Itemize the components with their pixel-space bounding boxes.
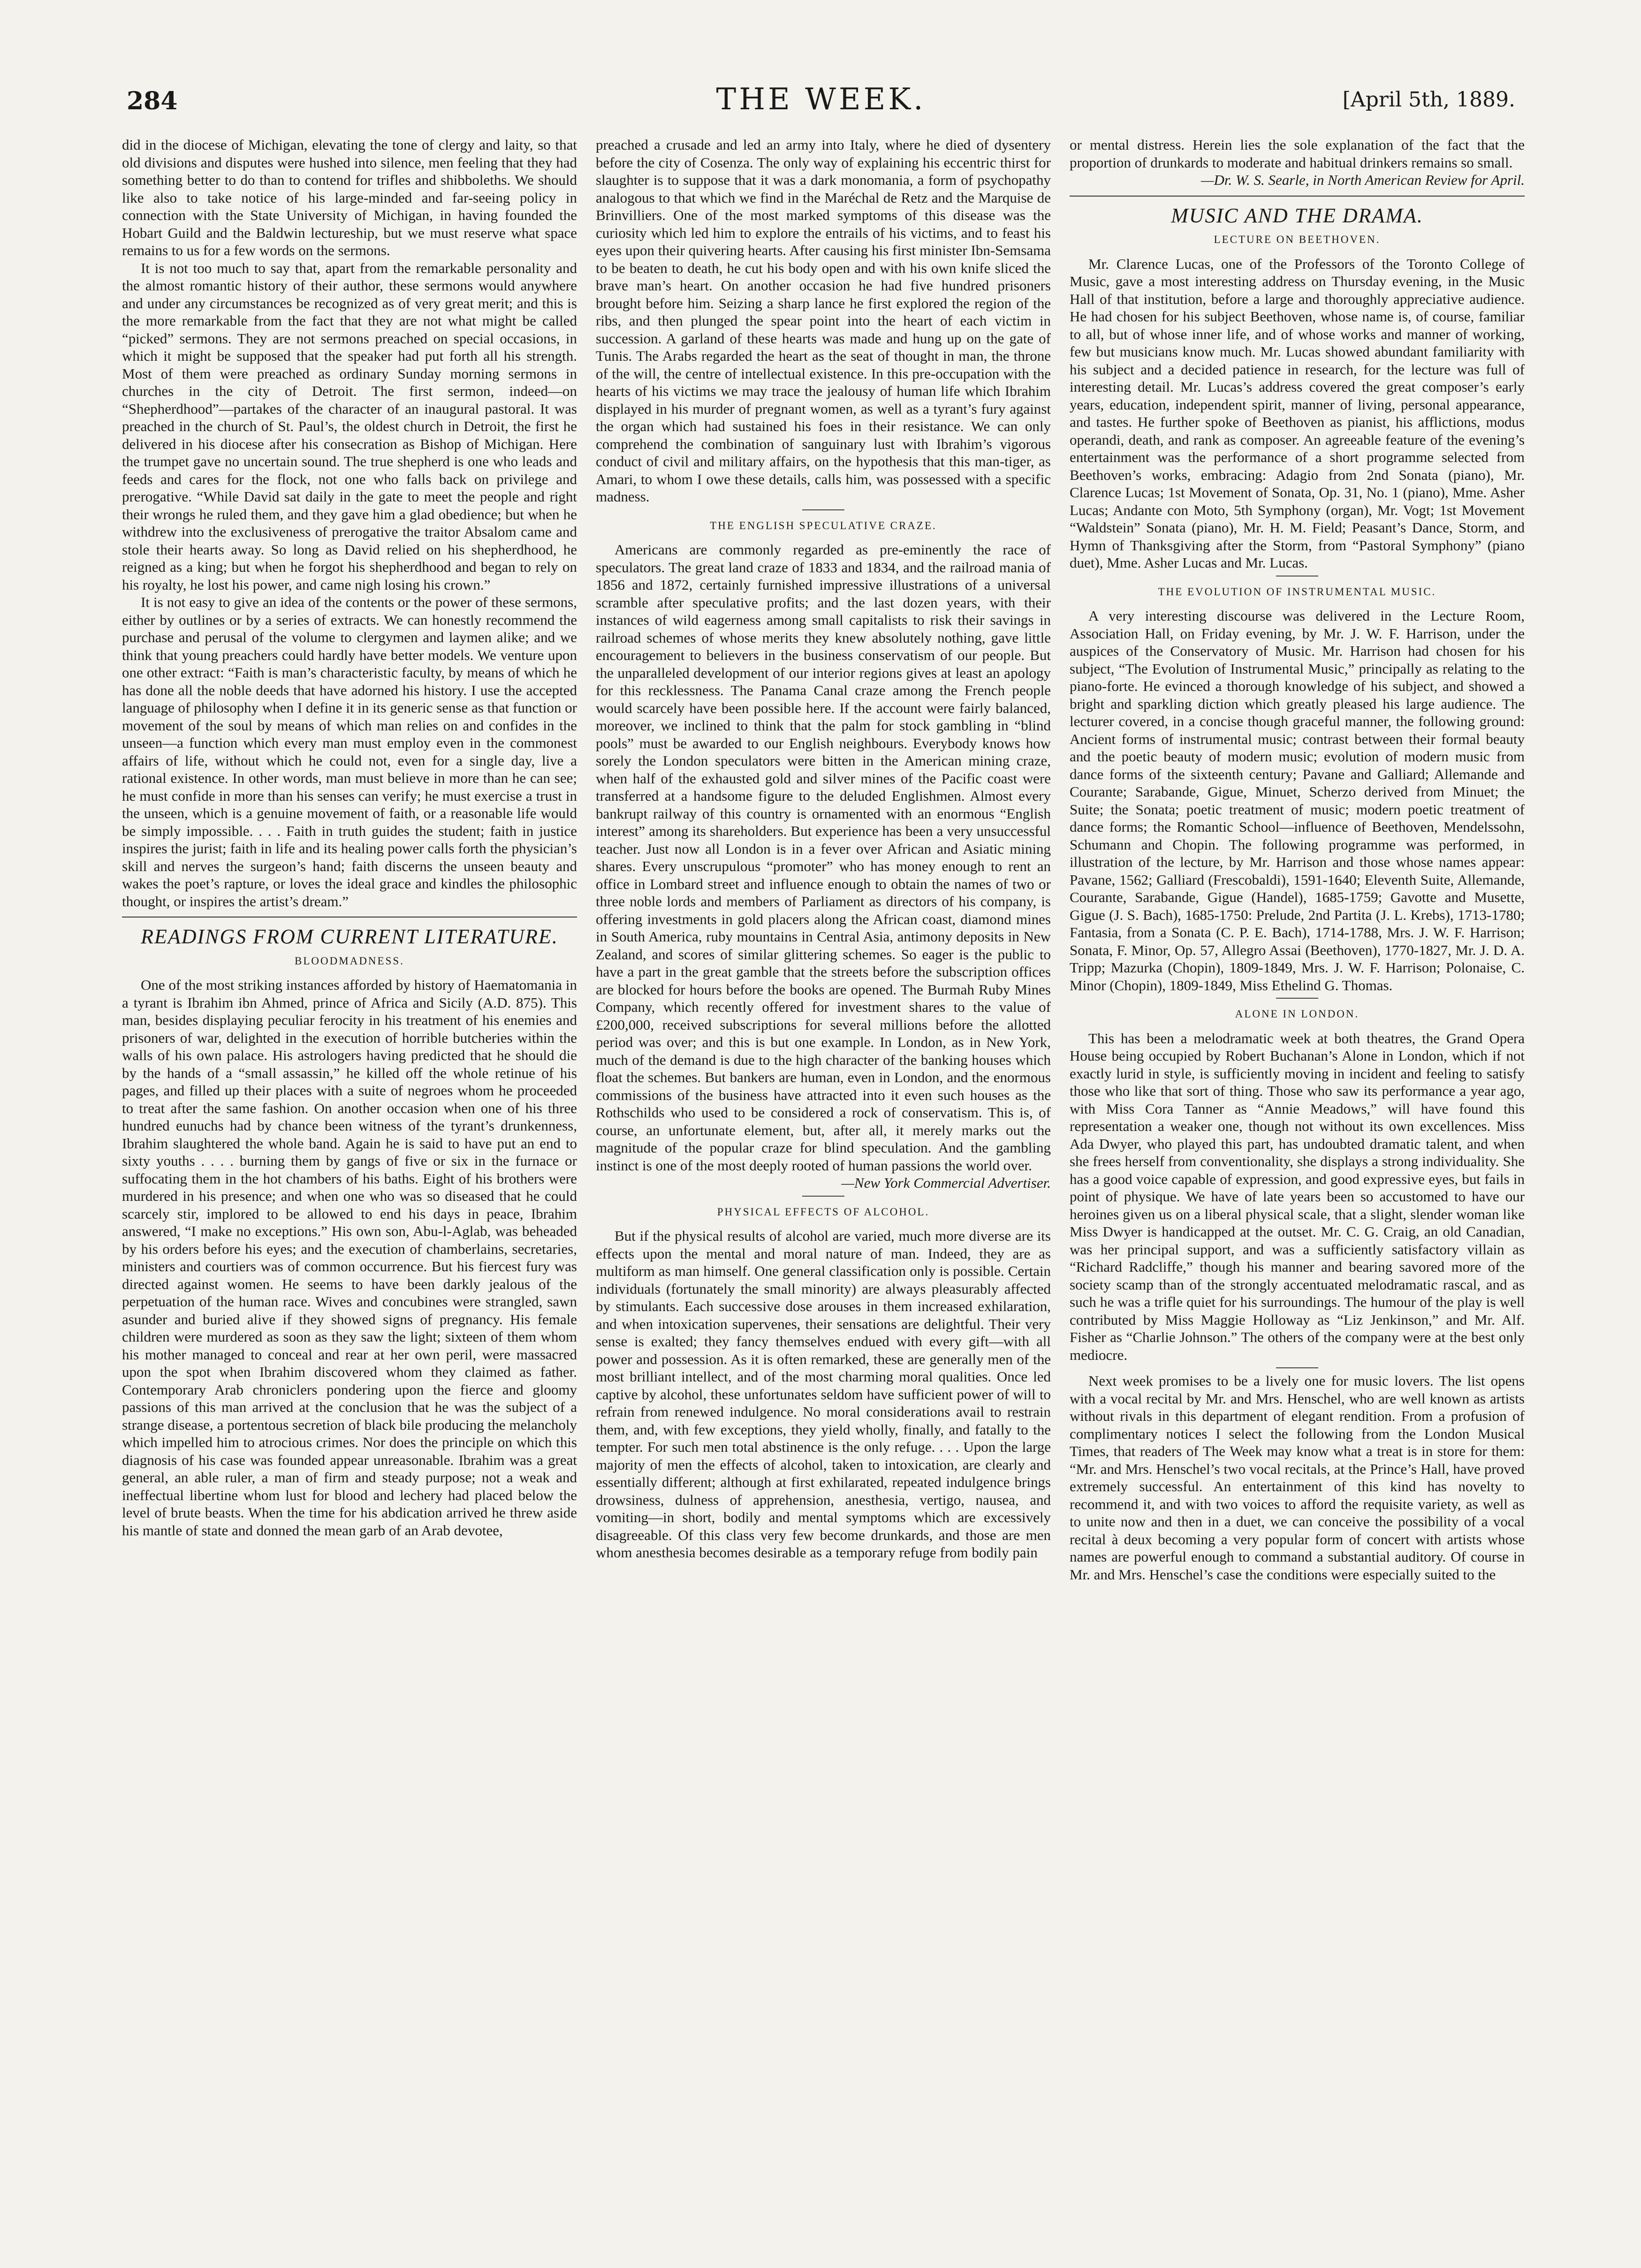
- article-title: ALONE IN LONDON.: [1235, 1008, 1360, 1020]
- paragraph: Americans are commonly regarded as pre-eminently the race of speculators. The great land craze of 1833 and 1834, and the railroad mania of 1856 and 1872, certainly furnished impressive illustrations of a universal scramble after speculative profits; and the last dozen years, with their instances of wild eagerness among small capitalists to risk their savings in railroad schemes of whose merits they knew absolutely nothing, gave little encouragement to believers in the business conservatism of our people. But the unparalleled development of our interior regions gives at least an apology for this recklessness. The Panama Canal craze among the French people would scarcely have been possible here. If the account were fairly balanced, moreover, we inclined to think that the palm for stock gambling in “blind pools” must be awarded to our English neighbours. Everybody knows how sorely the London speculators were bitten in the American mining craze, when half of the exhausted gold and silver mines of the Pacific coast were transferred at a handsome figure to the deluded Englishmen. Almost every bankrupt railway of this country is ornamented with an enormous “English interest” among its shareholders. But experience has been a very unsuccessful teacher. Just now all London is in a fever over African and Asiatic mining shares. Every unscrupulous “promoter” who has money enough to rent an office in Lombard street and influence enough to obtain the names of two or three noble lords and members of Parliament as directors of his company, is offering investments in gold placers along the African coast, diamond mines in South America, ruby mountains in Central Asia, antimony deposits in New Zealand, and scores of similar glittering schemes. So eager is the public to have a part in the great gamble that the streets before the subscription offices are blocked for hours before the books are opened. The Burmah Ruby Mines Company, which recently offered for investment shares to the value of £200,000, received subscriptions for several millions before the allotted period was over; and this is but one example. In London, as in New York, much of the demand is due to the high character of the banking houses which float the schemes. But bankers are human, even in London, and the enormous commissions of the business have attracted into it even such houses as the Rothschilds who used to be considered a rock of conservatism. This is, of course, an unfortunate element, but, after all, it merely marks out the magnitude of the popular craze for blind speculation. And the gambling instinct is one of the most deeply rooted of human passions the world over.: [596, 541, 1051, 1174]
- section-title: READINGS FROM CURRENT LITERATURE.: [141, 925, 558, 948]
- paragraph: did in the diocese of Michigan, elevating the tone of clergy and laity, so that old divisions and disputes were hushed into silence, men feeling that they had something better to do than to contend for trifles and shibboleths. We should like also to take notice of his large-minded and far-seeing policy in connection with the State University of Michigan, in having founded the Hobart Guild and the Baldwin lectureship, but we must reserve what space remains to us for a few words on the sermons.: [122, 137, 577, 258]
- paragraph: Mr. Clarence Lucas, one of the Professors of the Toronto College of Music, gave a most interesting address on Thursday evening, in the Music Hall of that institution, before a large and thoroughly appreciative audience. He had chosen for his subject Beethoven, whose name is, of course, familiar to all, but of whose inner life, and of whose works and manner of working, few but musicians know much. Mr. Lucas showed abundant familiarity with his subject and a decided patience in research, for the lecture was full of interesting detail. Mr. Lucas’s address covered the great composer’s early years, education, independent spirit, manner of living, personal appearance, and tastes. He further spoke of Beethoven as pianist, his afflictions, modus operandi, death, and rank as composer. An agreeable feature of the evening’s entertainment was the performance of a short programme selected from Beethoven’s works, embracing: Adagio from 2nd Sonata (piano), Mr. Clarence Lucas; 1st Movement of Sonata, Op. 31, No. 1 (piano), Mme. Asher Lucas; Andante con Moto, 5th Symphony (organ), Mr. Vogt; 1st Movement “Waldstein” Sonata (piano), Mr. H. M. Field; Peasant’s Dance, Storm, and Hymn of Thanksgiving after the Storm, from “Pastoral Symphony” (piano duet), Mme. Asher Lucas and Mr. Lucas.: [1070, 255, 1525, 571]
- section-title: MUSIC AND THE DRAMA.: [1171, 204, 1423, 227]
- citation: —New York Commercial Advertiser.: [841, 1175, 1051, 1191]
- article-title: PHYSICAL EFFECTS OF ALCOHOL.: [717, 1206, 930, 1218]
- column-2: [596, 136, 1051, 2242]
- article-title: LECTURE ON BEETHOVEN.: [1214, 234, 1381, 245]
- paragraph: But if the physical results of alcohol are varied, much more diverse are its effects upon the mental and moral nature of man. Indeed, they are as multiform as man himself. One general classification only is possible. Certain individuals (fortunately the small minority) are always pleasurably affected by stimulants. Each successive dose arouses in them increased exhilaration, and when intoxication supervenes, their sensations are delightful. Their very sense is exalted; they fancy themselves endued with every gift—with all power and possession. As it is often remarked, these are generally men of the most brilliant intellect, and of the most charming moral qualities. Once led captive by alcohol, these unfortunates seldom have sufficient power of will to refrain from renewed indulgence. No moral considerations avail to restrain them, and, with few exceptions, they yield wholly, finally, and fatally to the tempter. For such men total abstinence is the only refuge. . . . Upon the large majority of men the effects of alcohol, taken to intoxication, are clearly and essentially different; although at first exhilarated, repeated indulgence brings drowsiness, dulness of apprehension, anesthesia, vertigo, nausea, and vomiting—in short, bodily and mental symptoms which are excessively disagreeable. Of this class very few become drunkards, and those are men whom anesthesia becomes desirable as a temporary refuge from bodily pain: [596, 1228, 1051, 1561]
- journal-title: THE WEEK.: [716, 82, 926, 117]
- issue-date: [April 5th, 1889.: [1342, 88, 1515, 112]
- column-1: [122, 136, 577, 2242]
- divider: [802, 509, 844, 510]
- page-header: [127, 82, 1515, 124]
- paragraph: A very interesting discourse was delivered in the Lecture Room, Association Hall, on Friday evening, by Mr. J. W. F. Harrison, under the auspices of the Conservatory of Music. Mr. Harrison had chosen for his subject, “The Evolution of Instrumental Music,” principally as relating to the piano-forte. He evinced a thorough knowledge of his subject, and showed a bright and sparkling diction which greatly pleased his large audience. The lecturer covered, in a concise though graceful manner, the following ground: Ancient forms of instrumental music; contrast between their formal beauty and the poetic beauty of modern music; evolution of modern music from dance forms of the sixteenth century; Pavane and Galliard; Allemande and Courante; Sarabande, Gigue, Minuet, Scherzo derived from Minuet; the Suite; the Sonata; poetic treatment of music; modern poetic treatment of dance forms; the Romantic School—influence of Beethoven, Mendelssohn, Schumann and Chopin. The following programme was performed, in illustration of the lecture, by Mr. Harrison and those whose names appear: Pavane, 1562; Galliard (Frescobaldi), 1591-1640; Eleventh Suite, Allemande, Courante, Sarabande, Gigue (Handel), 1685-1759; Gavotte and Musette, Gigue (J. S. Bach), 1685-1750: Prelude, 2nd Partita (J. L. Krebs), 1713-1780; Fantasia, from a Sonata (C. P. E. Bach), 1714-1788, Mrs. J. W. F. Harrison; Sonata, F. Minor, Op. 57, Allegro Assai (Beethoven), 1770-1827, Mr. J. D. A. Tripp; Mazurka (Chopin), 1809-1849, Mrs. J. W. F. Harrison; Polonaise, C. Minor (Chopin), 1809-1849, Miss Ethelind G. Thomas.: [1070, 607, 1525, 994]
- paragraph: Next week promises to be a lively one for music lovers. The list opens with a vocal recital by Mr. and Mrs. Henschel, who are well known as artists without rivals in this department of elegant rendition. From a profusion of complimentary notices I select the following from the London Musical Times, that readers of The Week may know what a treat is in store for them: “Mr. and Mrs. Henschel’s two vocal recitals, at the Prince’s Hall, have proved extremely successful. An entertainment of this kind has novelty to recommend it, and with two voices to afford the requisite variety, as well as to unite now and then in a duet, we can conceive the possibility of a vocal recital à deux becoming a very popular form of concert with artists whose names are powerful enough to command a substantial auditory. Of course in Mr. and Mrs. Henschel’s case the conditions were especially suited to the: [1070, 1373, 1525, 1583]
- article-title: BLOODMADNESS.: [295, 955, 404, 967]
- paragraph: It is not too much to say that, apart from the remarkable personality and the almost romantic history of their author, these sermons would anywhere and under any circumstances be recognized as of very great merit; and this is the more remarkable from the fact that they are not what might be called “picked” sermons. They are not sermons preached on special occasions, in which it might be supposed that the speaker had put forth all his strength. Most of them were preached as ordinary Sunday morning sermons in churches in the city of Detroit. The first sermon, indeed—on “Shepherdhood”—partakes of the character of an inaugural pastoral. It was preached in the church of St. Paul’s, the oldest church in Detroit, the first he delivered in his diocese after his consecration as Bishop of Michigan. Here the trumpet gave no uncertain sound. The true shepherd is one who leads and feeds and cares for the flock, not one who falls back on privilege and prerogative. “While David sat daily in the gate to meet the people and right their wrongs he ruled them, and they gave him a glad obedience; but when he withdrew into the exclusiveness of prerogative the traitor Absalom came and stole their hearts away. So long as David relied on his shepherdhood, he reigned as a king; but when he forgot his shepherdhood and began to rely on his royalty, he lost his power, and came nigh losing his crown.”: [122, 259, 577, 593]
- article-title: THE EVOLUTION OF INSTRUMENTAL MUSIC.: [1158, 585, 1436, 598]
- paragraph: or mental distress. Herein lies the sole explanation of the fact that the proportion of drunkards to moderate and habitual drinkers remains so small.: [1070, 137, 1525, 171]
- section-divider: [1070, 196, 1525, 197]
- paragraph: preached a crusade and led an army into Italy, where he died of dysentery before the city of Cosenza. The only way of explaining his eccentric thirst for slaughter is to suppose that it was a dark monomania, a form of psychopathy analogous to that which we find in the Maréchal de Retz and the Marquise de Brinvilliers. One of the most marked symptoms of this disease was the curiosity which led him to explore the entrails of his victims, and to feast his eyes upon their quivering hearts. After causing his first minister Ibn-Semsama to be beaten to death, he cut his body open and with his own knife sliced the brave man’s heart. On another occasion he had five hundred prisoners brought before him. Seizing a sharp lance he first explored the region of the ribs, and then plunged the spear point into the heart of each victim in succession. A garland of these hearts was made and hung up on the gate of Tunis. The Arabs regarded the heart as the seat of thought in man, the throne of the will, the centre of intellectual existence. In this pre-occupation with the hearts of his victims we may trace the jealousy of human life which Ibrahim displayed in his murder of pregnant women, as well as a tyrant’s fury against the organ which had sustained his foes in their resistance. We can only comprehend the combination of sanguinary lust with Ibrahim’s vigorous conduct of civil and military affairs, on the hypothesis that this man-tiger, as Amari, to whom I owe these details, calls him, was possessed with a specific madness.: [596, 137, 1051, 505]
- divider: [1276, 998, 1318, 999]
- column-3: [1070, 136, 1525, 2242]
- divider: [802, 1196, 844, 1197]
- paragraph: One of the most striking instances afforded by history of Haematomania in a tyrant is Ibrahim ibn Ahmed, prince of Africa and Sicily (A.D. 875). This man, besides displaying peculiar ferocity in his treatment of his enemies and prisoners of war, delighted in the execution of horrible butcheries within the walls of his own palace. His astrologers having predicted that he should die by the hands of a “small assassin,” he killed off the whole retinue of his pages, and filled up their places with a suite of negroes whom he proceeded to treat after the same fashion. On another occasion when one of his three hundred eunuchs had by chance been witness of the tyrant’s drunkenness, Ibrahim slaughtered the whole band. Again he is said to have put an end to sixty youths . . . . burning them by gangs of five or six in the furnace or suffocating them in the hot chambers of his baths. Eight of his brothers were murdered in his presence; and when one who was so diseased that he could scarcely stir, implored to be allowed to end his days in peace, Ibrahim answered, “I make no exceptions.” His own son, Abu-l-Aglab, was beheaded by his orders before his eyes; and the execution of chamberlains, secretaries, ministers and courtiers was of common occurrence. But his fiercest fury was directed against women. He seems to have been darkly jealous of the perpetuation of the human race. Wives and concubines were strangled, sawn asunder and buried alive if they showed signs of pregnancy. His female children were murdered as soon as they saw the light; sixteen of them whom his mother managed to conceal and rear at her own peril, were massacred upon the spot when Ibrahim discovered whom they claimed as father. Contemporary Arab chroniclers pondering upon the fierce and gloomy passions of this man arrived at the conclusion that he was the subject of a strange disease, a portentous secretion of black bile producing the melancholy which impelled him to atrocious crimes. Nor does the principle on which this diagnosis of his case was founded appear unreasonable. Ibrahim was a great general, an able ruler, a man of firm and steady purpose; not a weak and ineffectual libertine whom lust for blood and lechery had placed below the level of brute beasts. When the time for his abdication arrived he threw aside his mantle of state and donned the mean garb of an Arab devotee,: [122, 977, 577, 1539]
- article-title: THE ENGLISH SPECULATIVE CRAZE.: [710, 519, 937, 531]
- citation: —Dr. W. S. Searle, in North American Review for April.: [1200, 172, 1525, 188]
- columns: [122, 136, 1529, 2242]
- page-number: 284: [127, 87, 178, 115]
- section-divider: [122, 917, 577, 918]
- divider: [1276, 1367, 1318, 1368]
- paragraph: It is not easy to give an idea of the contents or the power of these sermons, either by outlines or by a series of extracts. We can honestly recommend the purchase and perusal of the volume to clergymen and laymen alike; and we think that young preachers could hardly have better models. We venture upon one other extract: “Faith is man’s characteristic faculty, by means of which he has done all the noble deeds that have adorned his history. I use the accepted language of philosophy when I define it in its generic sense as that function or movement of the soul by means of which man relies on and confides in the unseen—a function which every man must employ even in the commonest affairs of life, without which he could not, even for a single day, live a rational existence. In other words, man must believe in more than he can see; he must confide in more than his senses can verify; he must exercise a trust in the unseen, which is a genuine movement of faith, or a reasonable life would be simply impossible. . . . Faith in truth guides the student; faith in justice inspires the jurist; faith in life and its healing power calls forth the physician’s skill and nerves the surgeon’s hand; faith discerns the unseen beauty and wakes the poet’s rapture, or loves the ideal grace and kindles the philosophic thought, or inspires the artist’s dream.”: [122, 594, 577, 910]
- paragraph: This has been a melodramatic week at both theatres, the Grand Opera House being occupied by Robert Buchanan’s Alone in London, which if not exactly lurid in style, is sufficiently moving in incident and feeling to satisfy those who like that sort of thing. Those who saw its performance a year ago, with Miss Cora Tanner as “Annie Meadows,” will have found this representation a weaker one, though not without its own excellences. Miss Ada Dwyer, who played this part, has undoubted dramatic talent, and when she frees herself from conventionality, she displays a strong individuality. She has a good voice capable of expression, and good expressive eyes, but fails in point of physique. We have of late years been so accustomed to have our heroines given us on a liberal physical scale, that a slight, slender woman like Miss Dwyer is handicapped at the outset. Mr. C. G. Craig, an old Canadian, was her principal support, and was a sufficiently satisfactory villain as “Richard Radcliffe,” though his manner and bearing savored more of the society scamp than of the strongly accentuated melodramatic rascal, and as such he was a trifle quiet for his surroundings. The humour of the play is well contributed by Miss Maggie Holloway as “Liz Jenkinson,” and Mr. Alf. Fisher as “Charlie Johnson.” The others of the company were at the best only mediocre.: [1070, 1030, 1525, 1363]
